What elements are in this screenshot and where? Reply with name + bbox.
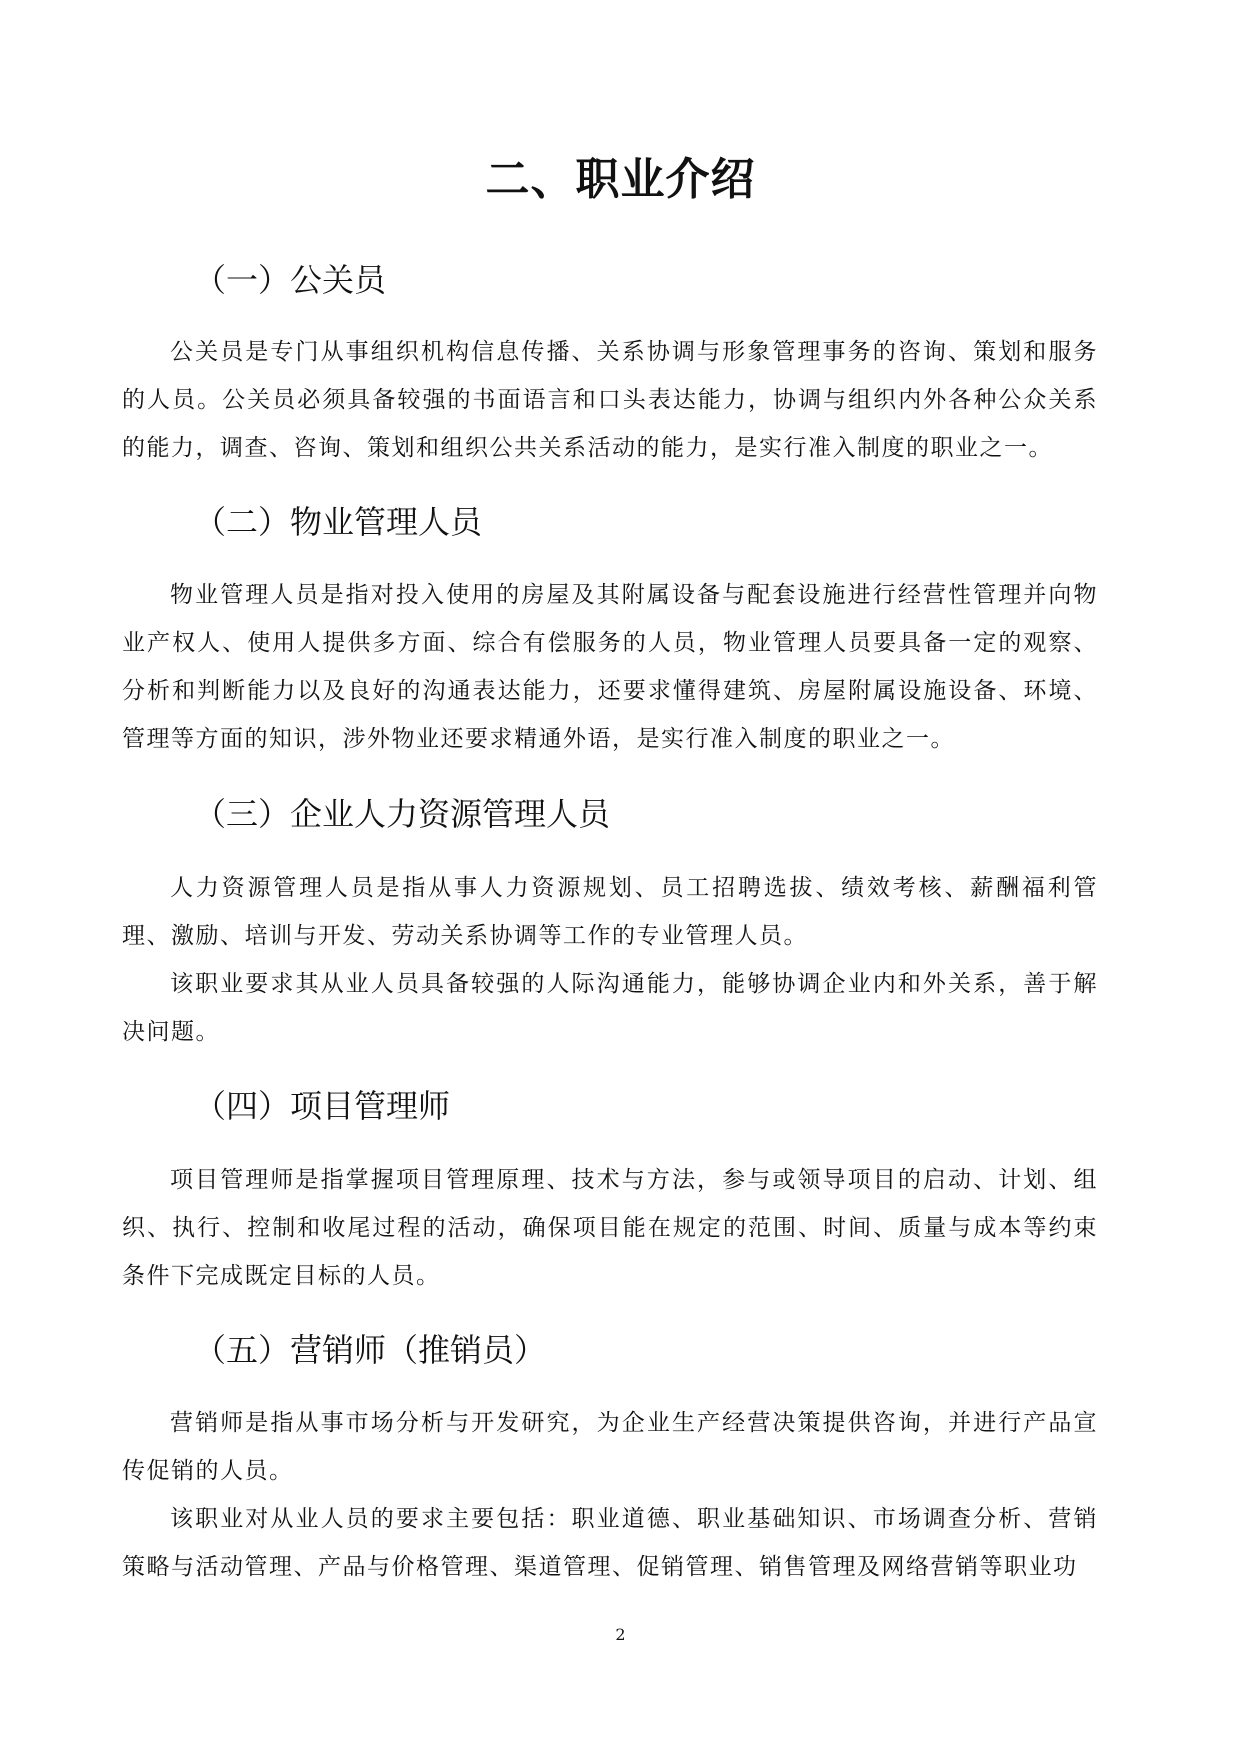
paragraph: 该职业对从业人员的要求主要包括：职业道德、职业基础知识、市场调查分析、营销策略与活动管理、产品与价格管理、渠道管理、促销管理、销售管理及网络营销等职业功 [122, 1506, 1098, 1580]
section-heading-human-resources: （三）企业人力资源管理人员 [194, 795, 611, 833]
page-number: 2 [615, 1625, 626, 1644]
section-heading-project-manager: （四）项目管理师 [194, 1087, 451, 1125]
paragraph: 公关员是专门从事组织机构信息传播、关系协调与形象管理事务的咨询、策划和服务的人员。公关员必须具备较强的书面语言和口头表达能力，协调与组织内外各种公众关系的能力，调查、咨询、策划和组织公共关系活动的能力，是实行准入制度的职业之一。 [122, 339, 1098, 461]
paragraph: 人力资源管理人员是指从事人力资源规划、员工招聘选拔、绩效考核、薪酬福利管理、激励、培训与开发、劳动关系协调等工作的专业管理人员。 [122, 875, 1098, 949]
paragraph: 该职业要求其从业人员具备较强的人际沟通能力，能够协调企业内和外关系，善于解决问题。 [122, 971, 1098, 1045]
paragraph: 营销师是指从事市场分析与开发研究，为企业生产经营决策提供咨询，并进行产品宣传促销的人员。 [122, 1410, 1098, 1484]
paragraph: 物业管理人员是指对投入使用的房屋及其附属设备与配套设施进行经营性管理并向物业产权人、使用人提供多方面、综合有偿服务的人员，物业管理人员要具备一定的观察、分析和判断能力以及良好的沟通表达能力，还要求懂得建筑、房屋附属设施设备、环境、管理等方面的知识，涉外物业还要求精通外语，是实行准入制度的职业之一。 [122, 582, 1098, 752]
page-title: 二、职业介绍 [485, 154, 756, 205]
paragraph: 项目管理师是指掌握项目管理原理、技术与方法，参与或领导项目的启动、计划、组织、执行、控制和收尾过程的活动，确保项目能在规定的范围、时间、质量与成本等约束条件下完成既定目标的人员。 [122, 1167, 1098, 1289]
section-heading-public-relations: （一）公关员 [194, 261, 387, 299]
section-heading-property-management: （二）物业管理人员 [194, 503, 483, 541]
section-heading-marketing: （五）营销师（推销员） [194, 1331, 547, 1369]
